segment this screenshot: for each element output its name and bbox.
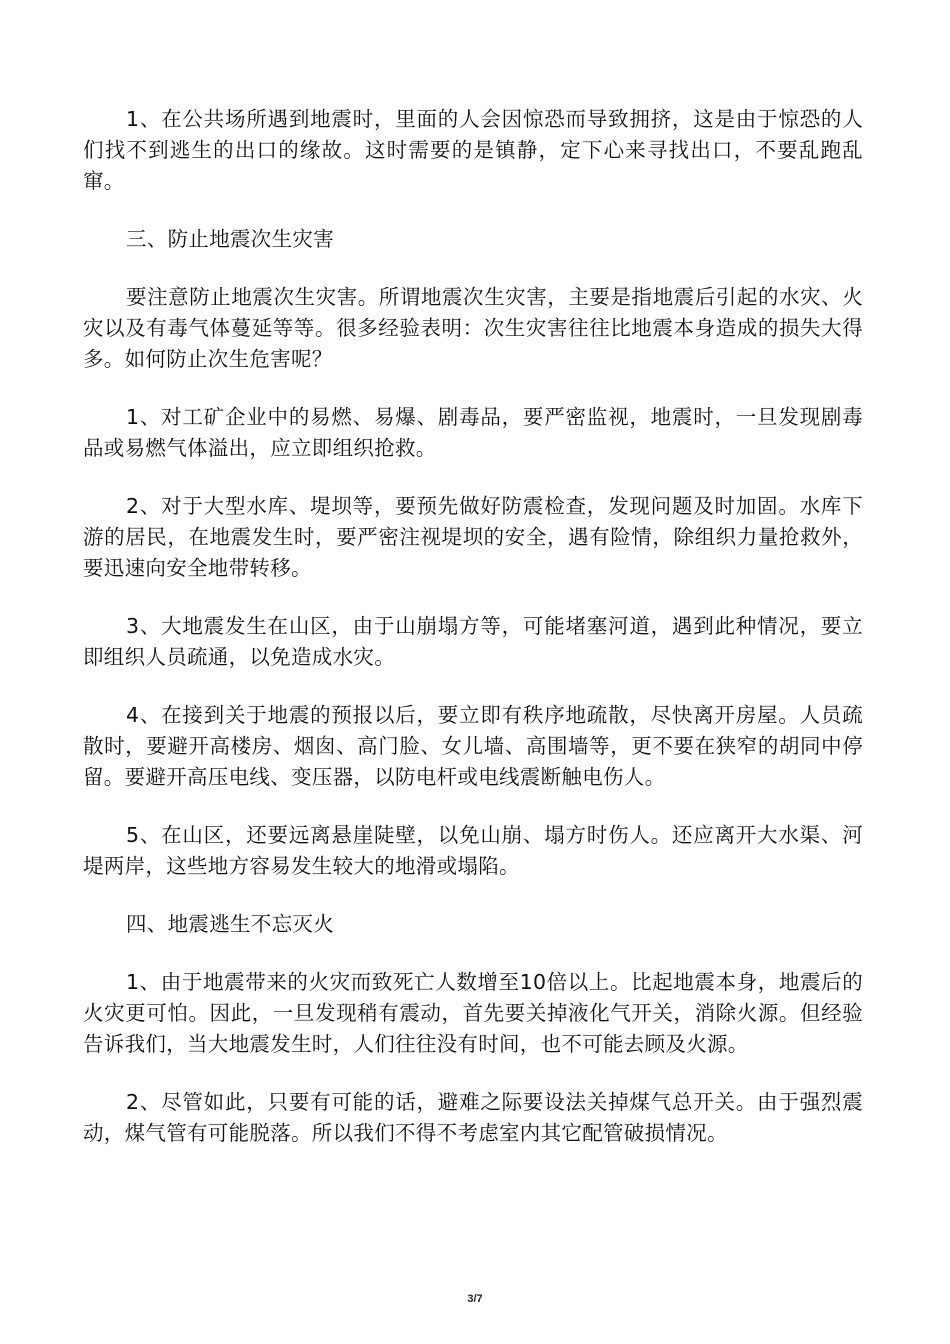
document-body [83,104,863,1176]
paragraph-industrial-hazards: 1、对工矿企业中的易燃、易爆、剧毒品，要严密监视，地震时，一旦发现剧毒品或易燃气体溢出，应立即组织抢救。 [83,405,863,460]
paragraph-evacuation: 4、在接到关于地震的预报以后，要立即有秩序地疏散，尽快离开房屋。人员疏散时，要避开高楼房、烟囱、高门脸、女儿墙、高围墙等，更不要在狭窄的胡同中停留。要避开高压电线、变压器，以防电杆或电线震断触电伤人。 [83,703,863,789]
paragraph-gas-switch: 2、尽管如此，只要有可能的话，避难之际要设法关掉煤气总开关。由于强烈震动，煤气管有可能脱落。所以我们不得不考虑室内其它配管破损情况。 [83,1090,863,1145]
section-heading-extinguish-fire: 四、地震逃生不忘灭火 [126,912,334,936]
paragraph-fire-danger: 1、由于地震带来的火灾而致死亡人数增至10倍以上。比起地震本身，地震后的火灾更可怕。因此，一旦发现稍有震动，首先要关掉液化气开关，消除火源。但经验告诉我们，当大地震发生时，人们往往没有时间，也不可能去顾及火源。 [83,970,863,1056]
page-number: 3/7 [467,1293,483,1305]
paragraph-mountain-landslides: 3、大地震发生在山区，由于山崩塌方等，可能堵塞河道，遇到此种情况，要立即组织人员疏通，以免造成水灾。 [83,614,863,669]
paragraph-public-place-crowding: 1、在公共场所遇到地震时，里面的人会因惊恐而导致拥挤，这是由于惊恐的人们找不到逃生的出口的缘故。这时需要的是镇静，定下心来寻找出口，不要乱跑乱窜。 [83,107,863,193]
paragraph-secondary-disasters-intro: 要注意防止地震次生灾害。所谓地震次生灾害，主要是指地震后引起的水灾、火灾以及有毒气体蔓延等等。很多经验表明：次生灾害往往比地震本身造成的损失大得多。如何防止次生危害呢？ [83,285,863,371]
paragraph-mountain-areas: 5、在山区，还要远离悬崖陡壁，以免山崩、塌方时伤人。还应离开大水渠、河堤两岸，这些地方容易发生较大的地滑或塌陷。 [83,823,863,878]
section-heading-secondary-disasters: 三、防止地震次生灾害 [126,227,334,251]
paragraph-reservoirs-dams: 2、对于大型水库、堤坝等，要预先做好防震检查，发现问题及时加固。水库下游的居民，在地震发生时，要严密注视堤坝的安全，遇有险情，除组织力量抢救外，要迅速向安全地带转移。 [83,494,863,580]
